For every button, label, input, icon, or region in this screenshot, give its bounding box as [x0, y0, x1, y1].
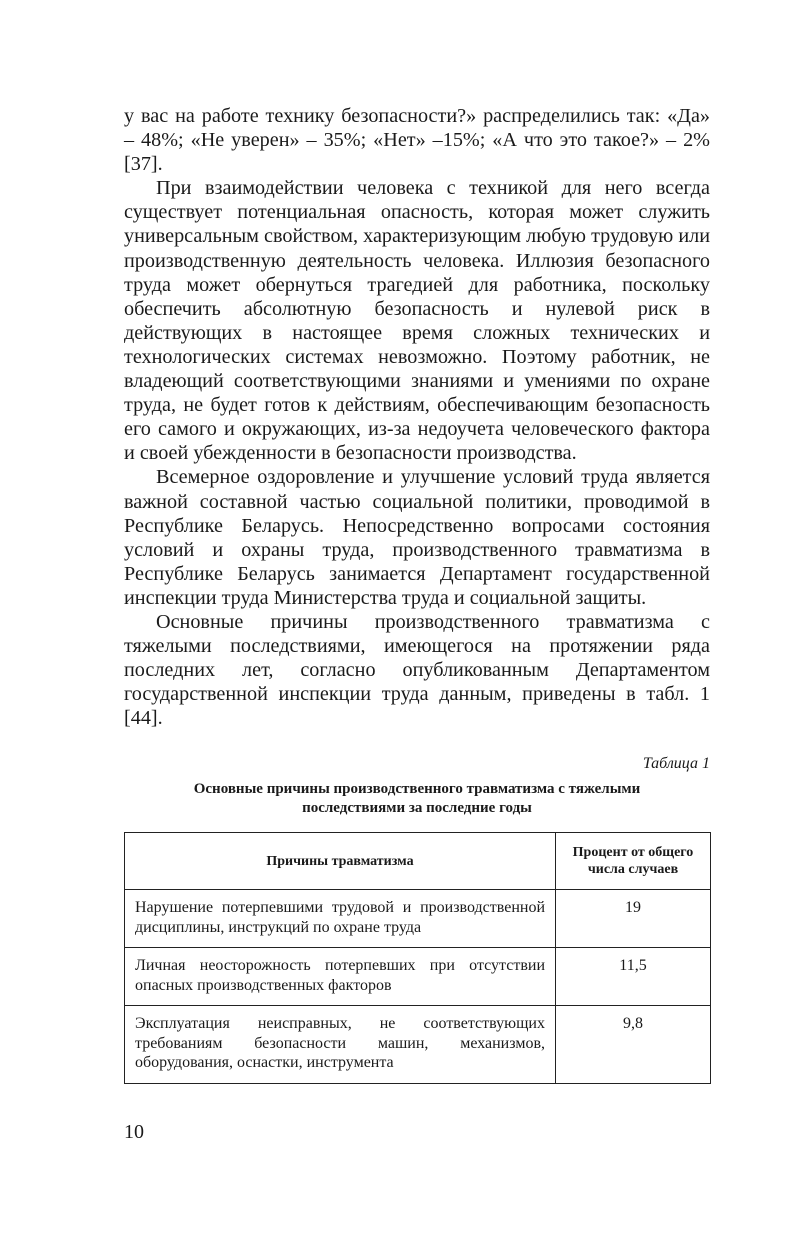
table-row — [125, 948, 711, 1006]
header-cause: Причины травматизма — [125, 833, 556, 890]
cause-cell: Эксплуатация неисправных, не соответствующих требованиям безопасности машин, механизмов, оборудования, оснастки, инструмента — [125, 1006, 556, 1084]
table-row — [125, 890, 711, 948]
paragraph: Всемерное оздоровление и улучшение условий труда является важной составной частью социальной политики, проводимой в Республике Беларусь. Непосредственно вопросами состояния условий и охраны труда, производственного травматизма в Республике Беларусь занимается Департамент государственной инспекции труда Министерства труда и социальной защиты. — [124, 466, 710, 609]
paragraph: у вас на работе технику безопасности?» распределились так: «Да» – 48%; «Не уверен» – 35%; «Нет» –15%; «А что это такое?» – 2% [37]. — [124, 105, 710, 176]
percent-cell: 19 — [556, 890, 711, 948]
percent-cell: 9,8 — [556, 1006, 711, 1084]
header-percent: Процент от общего числа случаев — [556, 833, 711, 890]
table-caption: Таблица 1 — [642, 755, 710, 773]
paragraph: Основные причины производственного травматизма с тяжелыми последствиями, имеющегося на протяжении ряда последних лет, согласно опубликованным Департаментом государственной инспекции труда данным, приведены в табл. 1 [44]. — [124, 610, 710, 730]
paragraph: При взаимодействии человека с техникой для него всегда существует потенциальная опасность, которая может служить универсальным свойством, характеризующим любую трудовую или производственную деятельность человека. Иллюзия безопасного труда может обернуться трагедией для работника, поскольку обеспечить абсолютную безопасность и нулевой риск в действующих в настоящее время сложных технических и технологических системах невозможно. Поэтому работник, не владеющий соответствующими знаниями и умениями по охране труда, не будет готов к действиям, обеспечивающим безопасность его самого и окружающих, из-за недоучета человеческого фактора и своей убежденности в безопасности производства. — [124, 177, 710, 465]
body-text — [124, 104, 710, 730]
table-title: Основные причины производственного травматизма с тяжелыми последствиями за последние годы — [193, 781, 641, 817]
cause-cell: Нарушение потерпевшими трудовой и производственной дисциплины, инструкций по охране труда — [125, 890, 556, 948]
injury-causes-table — [124, 832, 711, 1084]
page-number: 10 — [124, 1121, 144, 1143]
cause-cell: Личная неосторожность потерпевших при отсутствии опасных производственных факторов — [125, 948, 556, 1006]
percent-cell: 11,5 — [556, 948, 711, 1006]
table-row — [125, 1006, 711, 1084]
page-content — [124, 104, 710, 1084]
table-header-row — [125, 833, 711, 890]
